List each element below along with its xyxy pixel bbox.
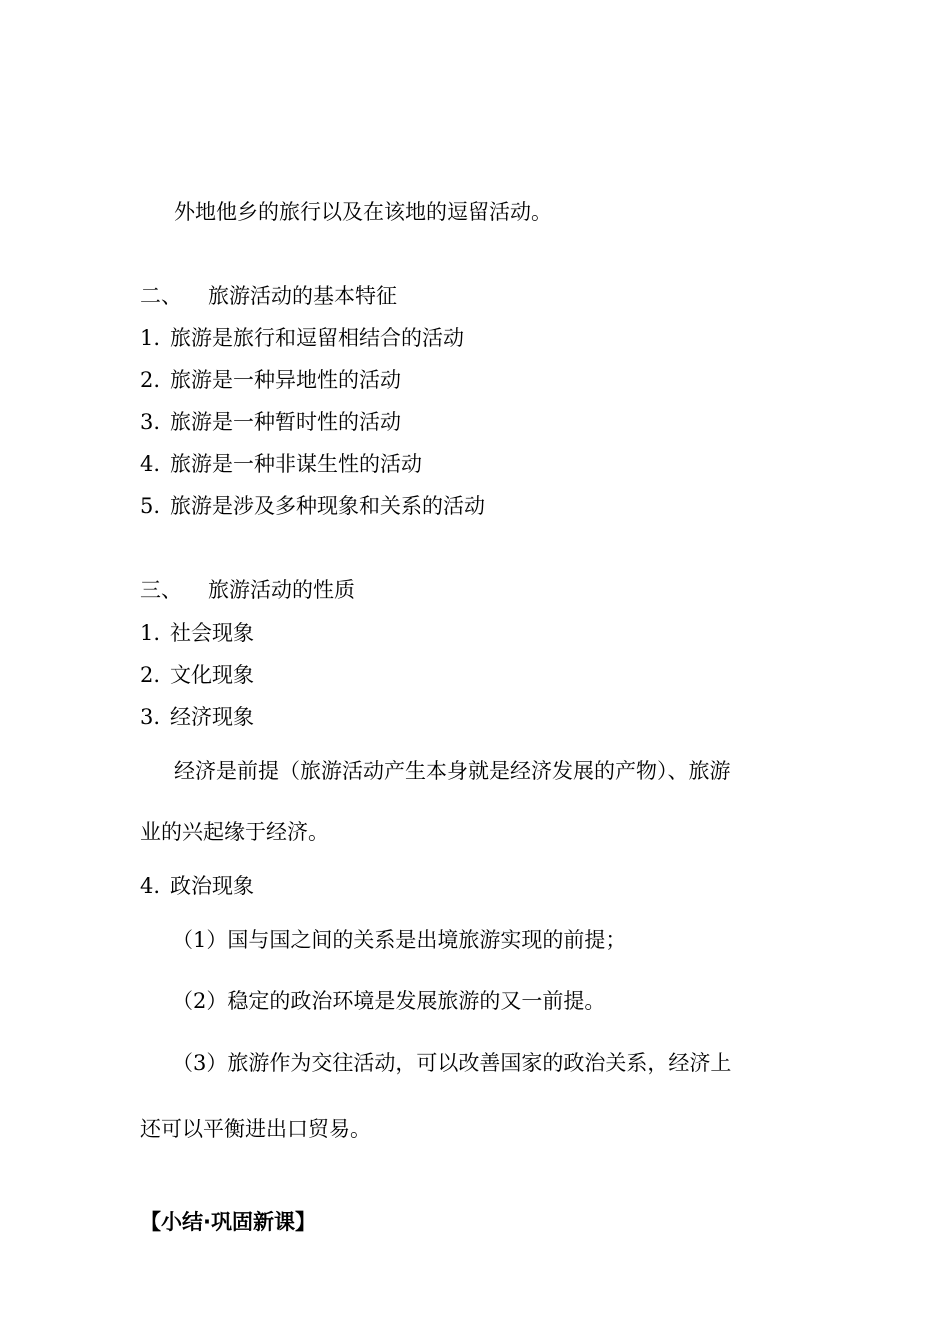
list-item-number: 2.	[140, 663, 161, 687]
section3-title: 旅游活动的性质	[208, 578, 355, 602]
continuation-text: 外地他乡的旅行以及在该地的逗留活动。	[174, 200, 552, 224]
list-item-text: 社会现象	[170, 621, 254, 645]
politics-point-2: （2）稳定的政治环境是发展旅游的又一前提。	[172, 989, 606, 1013]
list-item	[140, 492, 485, 520]
summary-heading: 【小结·巩固新课】	[140, 1210, 316, 1234]
list-item-text: 旅游是涉及多种现象和关系的活动	[170, 494, 485, 518]
section2-number: 二、	[140, 284, 182, 308]
list-item-text: 旅游是一种非谋生性的活动	[170, 452, 422, 476]
list-item-number: 4.	[140, 874, 161, 898]
section2-title: 旅游活动的基本特征	[208, 284, 397, 308]
economy-paragraph-line1: 经济是前提（旅游活动产生本身就是经济发展的产物）、旅游	[174, 759, 731, 783]
list-item	[140, 619, 254, 647]
list-item-number: 1.	[140, 621, 161, 645]
list-item-text: 政治现象	[170, 874, 254, 898]
section3-heading	[140, 576, 355, 604]
list-item-text: 文化现象	[170, 663, 254, 687]
list-item	[140, 703, 254, 731]
section2-heading	[140, 282, 397, 310]
list-item-text: 旅游是一种异地性的活动	[170, 368, 401, 392]
list-item	[140, 872, 254, 900]
list-item-text: 旅游是旅行和逗留相结合的活动	[170, 326, 464, 350]
list-item-number: 2.	[140, 368, 161, 392]
list-item-number: 3.	[140, 410, 161, 434]
politics-point-3: （3）旅游作为交往活动，可以改善国家的政治关系，经济上	[172, 1051, 732, 1075]
list-item	[140, 324, 464, 352]
list-item	[140, 450, 422, 478]
politics-point-1: （1）国与国之间的关系是出境旅游实现的前提；	[172, 928, 627, 952]
list-item-number: 3.	[140, 705, 161, 729]
list-item-number: 4.	[140, 452, 161, 476]
list-item	[140, 366, 401, 394]
list-item-text: 经济现象	[170, 705, 254, 729]
economy-paragraph-line2: 业的兴起缘于经济。	[140, 820, 329, 844]
section3-number: 三、	[140, 578, 182, 602]
list-item	[140, 661, 254, 689]
politics-point-3-continued: 还可以平衡进出口贸易。	[140, 1117, 371, 1141]
list-item-number: 5.	[140, 494, 161, 518]
list-item-number: 1.	[140, 326, 161, 350]
list-item	[140, 408, 401, 436]
list-item-text: 旅游是一种暂时性的活动	[170, 410, 401, 434]
